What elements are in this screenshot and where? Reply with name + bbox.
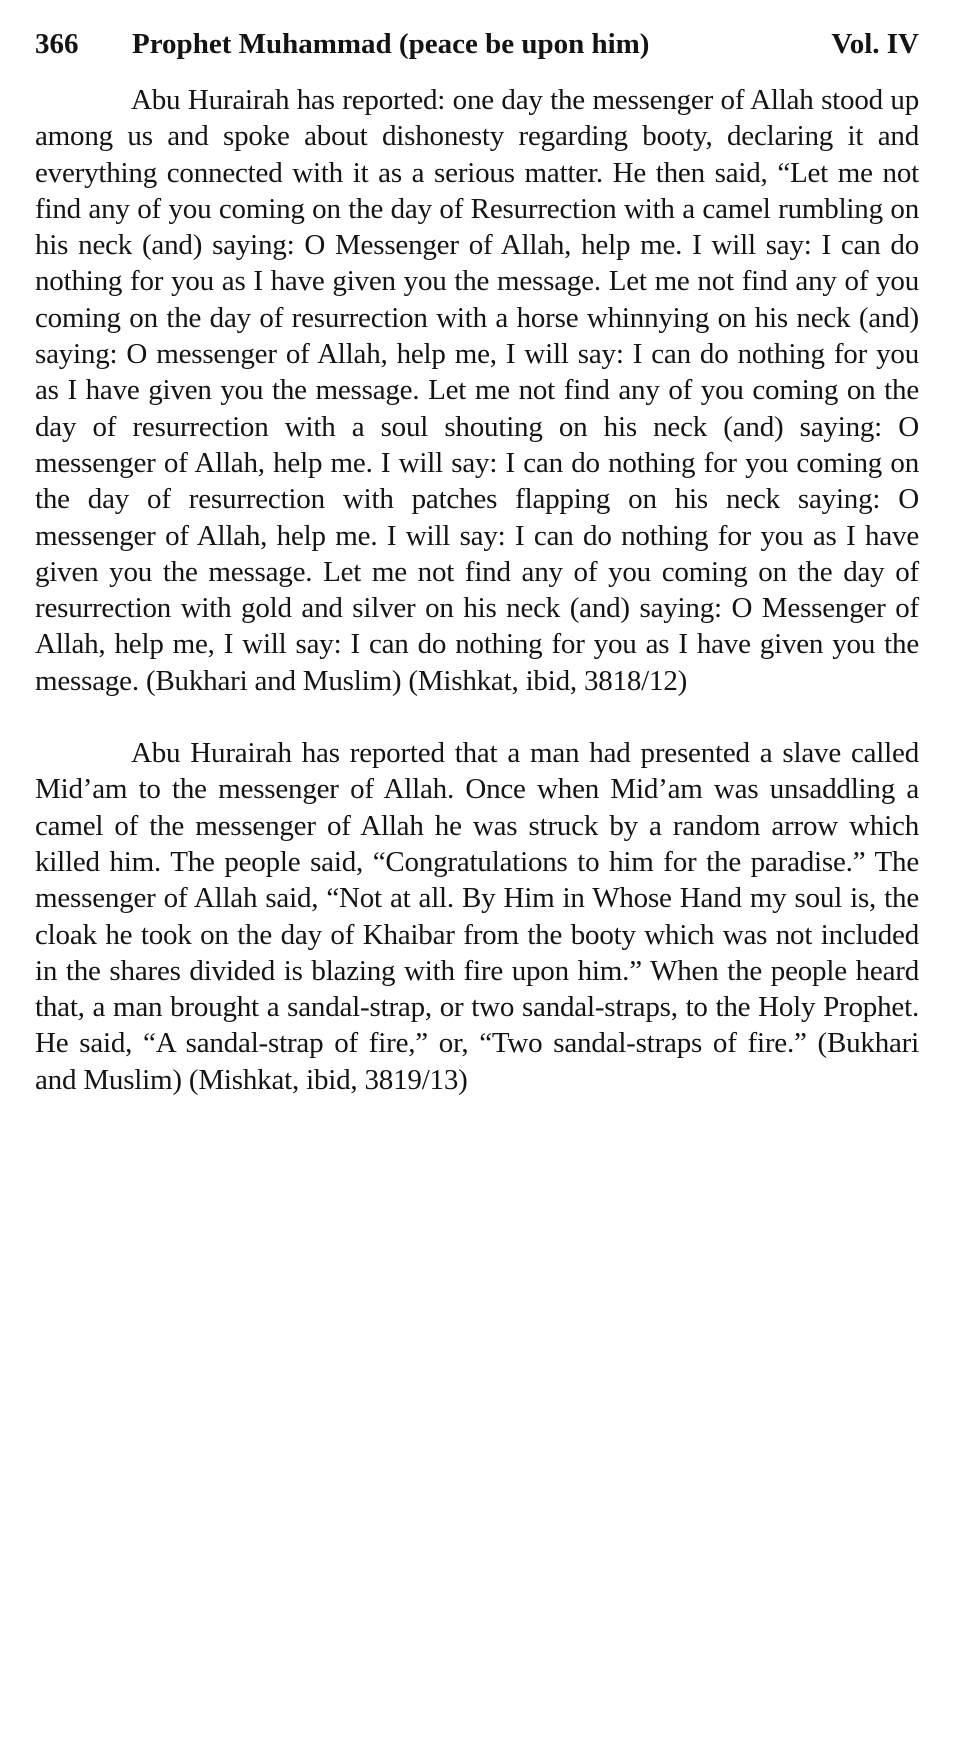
volume-label: Vol. IV: [831, 28, 919, 60]
paragraph-hadith-3819: Abu Hurairah has reported that a man had presented a slave called Mid’am to the messenger of Allah. Once when Mid’am was unsaddling a camel of the messenger of Allah he was struck by a random arrow which killed him. The people said, “Congratulations to him for the paradise.” The messenger of Allah said, “Not at all. By Him in Whose Hand my soul is, the cloak he took on the day of Khaibar from the booty which was not included in the shares divided is blazing with fire upon him.” When the people heard that, a man brought a sandal-strap, or two sandal-straps, to the Holy Prophet. He said, “A sandal-strap of fire,” or, “Two sandal-straps of fire.” (Bukhari and Muslim) (Mishkat, ibid, 3819/13): [35, 737, 919, 1096]
running-header: [35, 24, 919, 64]
page-number: 366: [35, 28, 79, 60]
body-text: [35, 82, 919, 1098]
paragraph-hadith-3818: Abu Hurairah has reported: one day the messenger of Allah stood up among us and spoke about dishonesty regarding booty, declaring it and everything connected with it as a serious matter. He then said, “Let me not find any of you coming on the day of Resurrection with a camel rumbling on his neck (and) saying: O Messenger of Allah, help me. I will say: I can do nothing for you as I have given you the message. Let me not find any of you coming on the day of resurrection with a horse whinnying on his neck (and) saying: O messenger of Allah, help me, I will say: I can do nothing for you as I have given you the message. Let me not find any of you coming on the day of resurrection with a soul shouting on his neck (and) saying: O messenger of Allah, help me. I will say: I can do nothing for you coming on the day of resurrection with patches flapping on his neck saying: O messenger of Allah, help me. I will say: I can do nothing for you as I have given you the message. Let me not find any of you coming on the day of resurrection with gold and silver on his neck (and) saying: O Messenger of Allah, help me, I will say: I can do nothing for you as I have given you the message. (Bukhari and Muslim) (Mishkat, ibid, 3818/12): [35, 84, 919, 697]
book-title: Prophet Muhammad (peace be upon him): [132, 28, 650, 60]
book-page: [35, 24, 919, 1098]
